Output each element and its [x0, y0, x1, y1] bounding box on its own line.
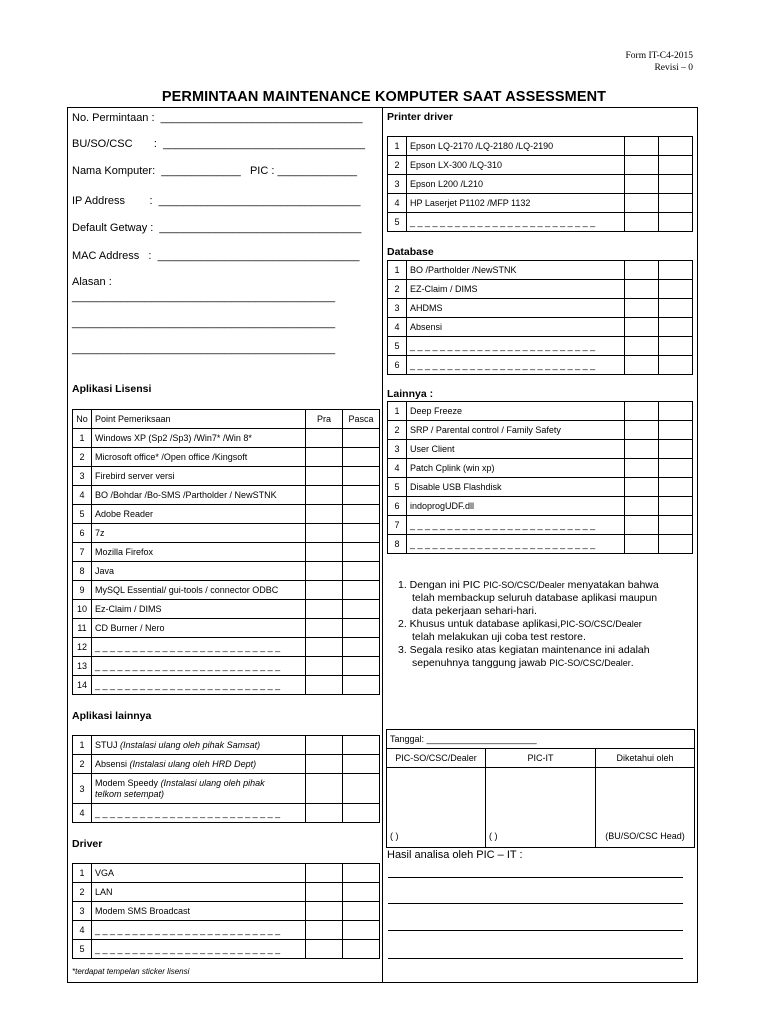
table-row	[73, 600, 380, 619]
check-pra[interactable]	[306, 883, 343, 902]
row-label: _ _ _ _ _ _ _ _ _ _ _ _ _ _ _ _ _ _ _ _ _ _ _ _ _	[92, 940, 306, 959]
column-divider	[382, 107, 383, 983]
check-pra[interactable]	[306, 657, 343, 676]
table-row	[388, 497, 693, 516]
field-alasan[interactable]: Alasan :	[72, 276, 112, 288]
check-pra[interactable]	[306, 736, 343, 755]
printer-driver-table	[387, 136, 693, 232]
header-point: Point Pemeriksaan	[92, 410, 306, 429]
check-pasca[interactable]	[343, 902, 380, 921]
database-table	[387, 260, 693, 375]
section-database: Database	[387, 246, 434, 258]
sig-header-diketahui: Diketahui oleh	[596, 749, 695, 768]
row-label: MySQL Essential/ gui-tools / connector ODBC	[92, 581, 306, 600]
check-pra[interactable]	[625, 318, 659, 337]
table-header-row	[73, 410, 380, 429]
form-reference	[626, 50, 693, 74]
table-row	[388, 337, 693, 356]
row-number: 3	[388, 175, 407, 194]
check-pra[interactable]	[625, 175, 659, 194]
check-pasca[interactable]	[343, 581, 380, 600]
note-1-cont: data pekerjaan sehari-hari.	[412, 605, 537, 617]
row-label: _ _ _ _ _ _ _ _ _ _ _ _ _ _ _ _ _ _ _ _ _ _ _ _ _	[407, 337, 625, 356]
check-pra[interactable]	[306, 467, 343, 486]
check-pasca[interactable]	[659, 280, 693, 299]
check-pra[interactable]	[306, 921, 343, 940]
row-label: 7z	[92, 524, 306, 543]
table-row	[73, 902, 380, 921]
header-no: No	[73, 410, 92, 429]
hasil-line[interactable]	[388, 903, 683, 904]
row-text: Modem Speedy	[95, 777, 159, 788]
note-1-cont: telah membackup seluruh database aplikasi maupun	[412, 592, 658, 604]
row-note-cont: telkom setempat)	[95, 788, 165, 799]
sig-header-pic-it: PIC-IT	[486, 749, 596, 768]
check-pasca[interactable]	[343, 676, 380, 695]
check-pasca[interactable]	[343, 736, 380, 755]
table-row	[73, 486, 380, 505]
check-pra[interactable]	[306, 505, 343, 524]
row-label: Ez-Claim / DIMS	[92, 600, 306, 619]
check-pasca[interactable]	[343, 921, 380, 940]
row-number: 13	[73, 657, 92, 676]
row-number: 2	[73, 883, 92, 902]
signature-header-row	[387, 749, 695, 768]
row-label	[92, 774, 306, 804]
row-label: _ _ _ _ _ _ _ _ _ _ _ _ _ _ _ _ _ _ _ _ _ _ _ _ _	[407, 535, 625, 554]
row-number: 1	[73, 864, 92, 883]
check-pra[interactable]	[306, 486, 343, 505]
row-number: 1	[388, 402, 407, 421]
row-number: 1	[388, 261, 407, 280]
row-text: Absensi	[95, 759, 128, 769]
alasan-line[interactable]: ___________________________________________	[72, 343, 336, 355]
table-row	[388, 137, 693, 156]
check-pra[interactable]	[625, 516, 659, 535]
row-label: Firebird server versi	[92, 467, 306, 486]
row-label: VGA	[92, 864, 306, 883]
row-number: 3	[73, 902, 92, 921]
check-pra[interactable]	[306, 524, 343, 543]
check-pasca[interactable]	[343, 524, 380, 543]
table-row	[388, 213, 693, 232]
check-pra[interactable]	[625, 497, 659, 516]
section-aplikasi-lainnya: Aplikasi lainnya	[72, 710, 152, 722]
row-label: _ _ _ _ _ _ _ _ _ _ _ _ _ _ _ _ _ _ _ _ _ _ _ _ _	[407, 516, 625, 535]
check-pra[interactable]	[306, 676, 343, 695]
check-pasca[interactable]	[343, 543, 380, 562]
row-number: 3	[388, 299, 407, 318]
check-pasca[interactable]	[659, 261, 693, 280]
row-number: 2	[388, 156, 407, 175]
table-row	[73, 505, 380, 524]
row-number: 12	[73, 638, 92, 657]
hasil-analisa-label: Hasil analisa oleh PIC – IT :	[387, 849, 523, 861]
check-pasca[interactable]	[659, 156, 693, 175]
table-row	[73, 883, 380, 902]
table-row	[388, 402, 693, 421]
hasil-line[interactable]	[388, 930, 683, 931]
row-label: _ _ _ _ _ _ _ _ _ _ _ _ _ _ _ _ _ _ _ _ _ _ _ _ _	[407, 356, 625, 375]
check-pra[interactable]	[625, 194, 659, 213]
check-pasca[interactable]	[343, 638, 380, 657]
row-label: Epson LQ-2170 /LQ-2180 /LQ-2190	[407, 137, 625, 156]
check-pra[interactable]	[625, 137, 659, 156]
row-number: 7	[73, 543, 92, 562]
check-pra[interactable]	[625, 440, 659, 459]
section-driver: Driver	[72, 838, 103, 850]
check-pasca[interactable]	[659, 497, 693, 516]
row-number: 5	[388, 213, 407, 232]
check-pasca[interactable]	[659, 535, 693, 554]
check-pra[interactable]	[625, 299, 659, 318]
field-bu-so-csc[interactable]: BU/SO/CSC : _________________________________	[72, 138, 365, 150]
row-label: Mozilla Firefox	[92, 543, 306, 562]
table-row	[73, 657, 380, 676]
row-label: Microsoft office* /Open office /Kingsoft	[92, 448, 306, 467]
field-ip-address[interactable]: IP Address : _________________________________	[72, 195, 361, 207]
note-text: sepenuhnya tanggung jawab	[412, 657, 550, 669]
check-pra[interactable]	[625, 478, 659, 497]
check-pasca[interactable]	[659, 516, 693, 535]
driver-table	[72, 863, 380, 959]
table-row	[73, 638, 380, 657]
statement-notes	[398, 579, 696, 670]
check-pra[interactable]	[306, 543, 343, 562]
row-label: _ _ _ _ _ _ _ _ _ _ _ _ _ _ _ _ _ _ _ _ _ _ _ _ _	[407, 213, 625, 232]
row-note: (Instalasi ulang oleh pihak Samsat)	[120, 740, 261, 750]
row-label	[92, 736, 306, 755]
check-pra[interactable]	[625, 280, 659, 299]
signature-date-row	[387, 730, 695, 749]
row-number: 3	[73, 774, 92, 804]
row-label: AHDMS	[407, 299, 625, 318]
check-pasca[interactable]	[659, 213, 693, 232]
row-number: 5	[73, 505, 92, 524]
table-row	[388, 356, 693, 375]
check-pasca[interactable]	[659, 421, 693, 440]
row-number: 6	[388, 497, 407, 516]
check-pasca[interactable]	[343, 864, 380, 883]
row-number: 4	[388, 459, 407, 478]
table-row	[73, 562, 380, 581]
row-number: 6	[73, 524, 92, 543]
check-pasca[interactable]	[343, 562, 380, 581]
table-row	[73, 755, 380, 774]
row-label: SRP / Parental control / Family Safety	[407, 421, 625, 440]
check-pra[interactable]	[625, 261, 659, 280]
row-number: 10	[73, 600, 92, 619]
note-pic: PIC-SO/CSC/Dealer	[549, 658, 631, 668]
check-pasca[interactable]	[659, 459, 693, 478]
table-row	[388, 175, 693, 194]
check-pra[interactable]	[306, 902, 343, 921]
check-pasca[interactable]	[343, 883, 380, 902]
check-pasca[interactable]	[659, 299, 693, 318]
table-row	[73, 736, 380, 755]
table-row	[388, 299, 693, 318]
check-pasca[interactable]	[659, 194, 693, 213]
table-row	[388, 156, 693, 175]
row-label: CD Burner / Nero	[92, 619, 306, 638]
hasil-line[interactable]	[388, 958, 683, 959]
check-pasca[interactable]	[343, 429, 380, 448]
row-label: Epson L200 /L210	[407, 175, 625, 194]
header-pasca: Pasca	[343, 410, 380, 429]
row-label: _ _ _ _ _ _ _ _ _ _ _ _ _ _ _ _ _ _ _ _ _ _ _ _ _	[92, 676, 306, 695]
check-pasca[interactable]	[343, 619, 380, 638]
alasan-line[interactable]: ___________________________________________	[72, 291, 336, 303]
row-label: _ _ _ _ _ _ _ _ _ _ _ _ _ _ _ _ _ _ _ _ _ _ _ _ _	[92, 921, 306, 940]
row-label: indoprogUDF.dll	[407, 497, 625, 516]
check-pra[interactable]	[625, 156, 659, 175]
check-pasca[interactable]	[343, 804, 380, 823]
row-note: (Instalasi ulang oleh pihak	[160, 777, 265, 788]
check-pra[interactable]	[625, 356, 659, 375]
row-number: 7	[388, 516, 407, 535]
table-row	[388, 318, 693, 337]
note-2-cont: telah melakukan uji coba test restore.	[412, 631, 586, 643]
table-row	[388, 535, 693, 554]
check-pra[interactable]	[625, 337, 659, 356]
table-row	[388, 261, 693, 280]
table-row	[73, 448, 380, 467]
row-number: 1	[73, 736, 92, 755]
row-label: Modem SMS Broadcast	[92, 902, 306, 921]
check-pra[interactable]	[306, 940, 343, 959]
check-pra[interactable]	[306, 562, 343, 581]
hasil-line[interactable]	[388, 877, 683, 878]
field-no-permintaan[interactable]: No. Permintaan : _________________________________	[72, 112, 363, 124]
row-number: 5	[73, 940, 92, 959]
row-number: 9	[73, 581, 92, 600]
row-label: User Client	[407, 440, 625, 459]
check-pra[interactable]	[306, 581, 343, 600]
table-row	[73, 524, 380, 543]
row-label: Deep Freeze	[407, 402, 625, 421]
sig-header-pic-dealer: PIC-SO/CSC/Dealer	[387, 749, 486, 768]
row-number: 6	[388, 356, 407, 375]
row-number: 5	[388, 337, 407, 356]
check-pra[interactable]	[306, 774, 343, 804]
check-pra[interactable]	[306, 638, 343, 657]
row-label	[92, 755, 306, 774]
check-pra[interactable]	[306, 448, 343, 467]
row-number: 2	[73, 448, 92, 467]
check-pra[interactable]	[306, 619, 343, 638]
row-number: 2	[388, 421, 407, 440]
lainnya-table	[387, 401, 693, 554]
row-number: 4	[73, 804, 92, 823]
table-row	[73, 804, 380, 823]
row-label: Absensi	[407, 318, 625, 337]
table-row	[73, 619, 380, 638]
table-row	[388, 194, 693, 213]
row-label: Disable USB Flashdisk	[407, 478, 625, 497]
aplikasi-lainnya-table	[72, 735, 380, 823]
check-pra[interactable]	[306, 600, 343, 619]
row-label: LAN	[92, 883, 306, 902]
check-pra[interactable]	[625, 213, 659, 232]
row-number: 11	[73, 619, 92, 638]
check-pra[interactable]	[306, 804, 343, 823]
row-label: EZ-Claim / DIMS	[407, 280, 625, 299]
check-pra[interactable]	[306, 864, 343, 883]
revision: Revisi – 0	[654, 63, 693, 73]
row-number: 1	[73, 429, 92, 448]
row-number: 5	[388, 478, 407, 497]
table-row	[388, 280, 693, 299]
note-2	[398, 618, 696, 631]
check-pasca[interactable]	[343, 755, 380, 774]
check-pra[interactable]	[625, 459, 659, 478]
sign-head[interactable]: (BU/SO/CSC Head)	[596, 768, 695, 848]
check-pasca[interactable]	[659, 478, 693, 497]
check-pasca[interactable]	[343, 940, 380, 959]
row-label: HP Laserjet P1102 /MFP 1132	[407, 194, 625, 213]
check-pra[interactable]	[625, 402, 659, 421]
note-3: 3. Segala resiko atas kegiatan maintenance ini adalah	[398, 644, 650, 656]
note-pic: PIC-SO/CSC/Dealer	[560, 619, 642, 629]
row-label: BO /Partholder /NewSTNK	[407, 261, 625, 280]
row-number: 3	[388, 440, 407, 459]
check-pasca[interactable]	[343, 657, 380, 676]
note-text: menyatakan bahwa	[564, 579, 659, 591]
section-printer-driver: Printer driver	[387, 111, 453, 123]
row-number: 2	[73, 755, 92, 774]
form-number: Form IT-C4-2015	[625, 51, 693, 61]
row-text: _ _ _ _ _ _ _ _ _ _ _ _ _ _ _ _ _ _ _ _ _ _ _ _ _	[95, 808, 281, 818]
table-row	[73, 581, 380, 600]
check-pasca[interactable]	[343, 467, 380, 486]
table-row	[73, 467, 380, 486]
check-pasca[interactable]	[659, 356, 693, 375]
table-row	[388, 516, 693, 535]
row-number: 4	[73, 921, 92, 940]
check-pra[interactable]	[625, 421, 659, 440]
table-row	[73, 543, 380, 562]
check-pra[interactable]	[625, 535, 659, 554]
row-number: 2	[388, 280, 407, 299]
signature-area-row	[387, 768, 695, 848]
check-pasca[interactable]	[343, 774, 380, 804]
row-number: 4	[73, 486, 92, 505]
field-nama-komputer[interactable]: Nama Komputer: _____________ PIC : _____________	[72, 165, 357, 177]
field-mac-address[interactable]: MAC Address : _________________________________	[72, 250, 360, 262]
row-text: STUJ	[95, 740, 118, 750]
sign-pic-dealer[interactable]: ( )	[387, 768, 486, 848]
row-number: 1	[388, 137, 407, 156]
row-label[interactable]	[92, 804, 306, 823]
alasan-line[interactable]: ___________________________________________	[72, 317, 336, 329]
row-label: BO /Bohdar /Bo-SMS /Partholder / NewSTNK	[92, 486, 306, 505]
check-pasca[interactable]	[659, 402, 693, 421]
check-pasca[interactable]	[659, 440, 693, 459]
row-label: Windows XP (Sp2 /Sp3) /Win7* /Win 8*	[92, 429, 306, 448]
check-pra[interactable]	[306, 755, 343, 774]
section-lainnya: Lainnya :	[387, 388, 434, 400]
table-row	[388, 440, 693, 459]
check-pasca[interactable]	[659, 318, 693, 337]
page-title: PERMINTAAN MAINTENANCE KOMPUTER SAAT ASSESSMENT	[161, 89, 607, 105]
table-row	[73, 774, 380, 804]
table-row	[73, 940, 380, 959]
table-row	[73, 864, 380, 883]
field-default-getway[interactable]: Default Getway : _________________________________	[72, 222, 362, 234]
row-number: 3	[73, 467, 92, 486]
note-pic: PIC-SO/CSC/Dealer	[483, 580, 565, 590]
row-label: Epson LX-300 /LQ-310	[407, 156, 625, 175]
row-label: Adobe Reader	[92, 505, 306, 524]
note-text: .	[630, 657, 634, 669]
table-row	[388, 459, 693, 478]
table-row	[73, 921, 380, 940]
note-text: 2. Khusus untuk database aplikasi,	[398, 618, 561, 630]
row-number: 8	[73, 562, 92, 581]
footnote: *terdapat tempelan sticker lisensi	[72, 967, 190, 976]
check-pasca[interactable]	[343, 448, 380, 467]
check-pasca[interactable]	[343, 486, 380, 505]
row-number: 8	[388, 535, 407, 554]
header-pra: Pra	[306, 410, 343, 429]
note-3-cont	[398, 657, 696, 670]
sign-pic-it[interactable]: ( )	[486, 768, 596, 848]
row-number: 4	[388, 194, 407, 213]
table-row	[388, 421, 693, 440]
check-pra[interactable]	[306, 429, 343, 448]
tanggal-field[interactable]: Tanggal: ______________________	[387, 730, 695, 749]
row-label: Patch Cplink (win xp)	[407, 459, 625, 478]
signature-table	[386, 729, 695, 848]
row-label: _ _ _ _ _ _ _ _ _ _ _ _ _ _ _ _ _ _ _ _ _ _ _ _ _	[92, 638, 306, 657]
row-number: 14	[73, 676, 92, 695]
row-label: Java	[92, 562, 306, 581]
check-pasca[interactable]	[659, 137, 693, 156]
section-aplikasi-lisensi: Aplikasi Lisensi	[72, 383, 152, 395]
note-1	[398, 579, 696, 592]
aplikasi-lisensi-table	[72, 409, 380, 695]
check-pasca[interactable]	[659, 337, 693, 356]
table-row	[73, 676, 380, 695]
row-number: 4	[388, 318, 407, 337]
check-pasca[interactable]	[343, 505, 380, 524]
table-row	[73, 429, 380, 448]
row-note: (Instalasi ulang oleh HRD Dept)	[129, 759, 257, 769]
note-text: 1. Dengan ini PIC	[398, 579, 484, 591]
row-label: _ _ _ _ _ _ _ _ _ _ _ _ _ _ _ _ _ _ _ _ _ _ _ _ _	[92, 657, 306, 676]
table-row	[388, 478, 693, 497]
check-pasca[interactable]	[343, 600, 380, 619]
check-pasca[interactable]	[659, 175, 693, 194]
